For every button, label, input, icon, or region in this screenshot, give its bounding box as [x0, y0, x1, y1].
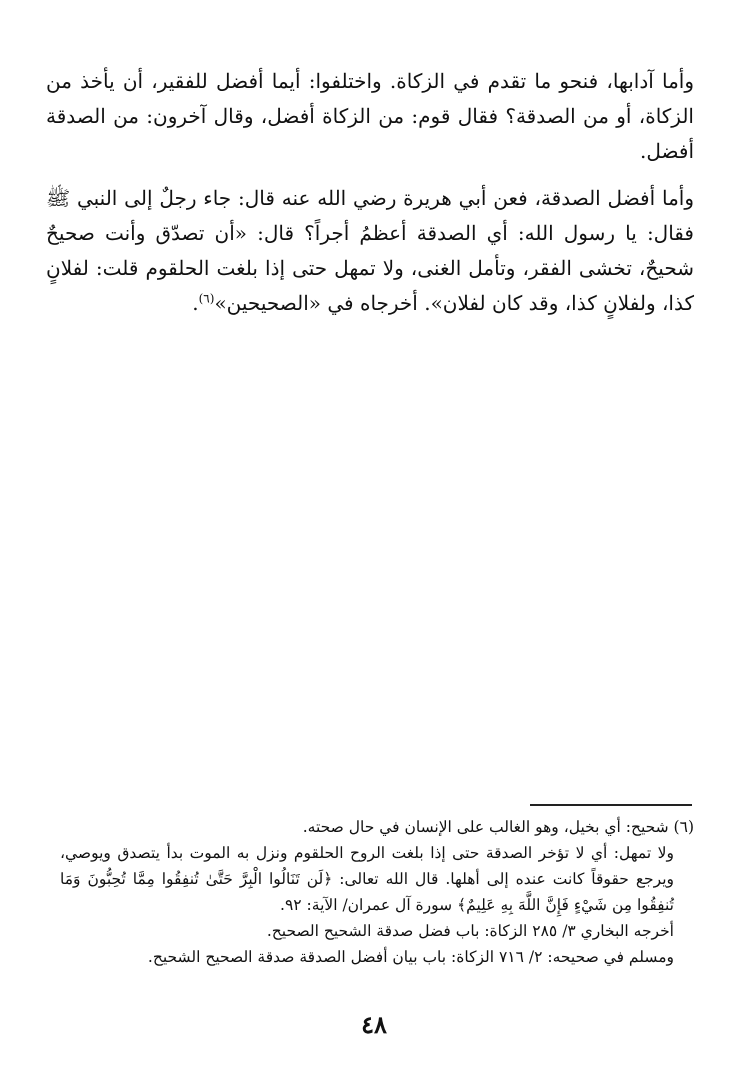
footnote-shahih: (٦) شحيح: أي بخيل، وهو الغالب على الإنسان في حال صحته.	[302, 818, 694, 836]
paragraph-end-mark: .	[192, 291, 199, 315]
main-text	[46, 64, 694, 333]
paragraph-best-charity	[46, 181, 694, 321]
paragraph-adab	[46, 64, 694, 169]
footnote-divider	[530, 804, 692, 806]
paragraph-text: وأما أفضل الصدقة، فعن أبي هريرة رضي الله عنه قال: جاء رجلٌ إلى النبي ﷺ فقال: يا رسول الله: أي الصدقة أعظمُ أجراً؟ قال: «أن تصدّق وأنت صحيحٌ شحيحٌ، تخشى الفقر، وتأمل الغنى، ولا تمهل حتى إذا بلغت الحلقوم قلت: لفلانٍ كذا، ولفلانٍ كذا، وقد كان لفلان». أخرجاه في «الصحيحين»	[46, 186, 694, 315]
paragraph-text: وأما آدابها، فنحو ما تقدم في الزكاة. واختلفوا: أيما أفضل للفقير، أن يأخذ من الزكاة، أو من الصدقة؟ فقال قوم: من الزكاة أفضل، وقال آخرون: من الصدقة أفضل.	[46, 69, 694, 163]
footnote-bukhari: أخرجه البخاري ٣/ ٢٨٥ الزكاة: باب فضل صدقة الشحيح الصحيح.	[266, 922, 674, 940]
footnote-reference[interactable]: (٦)	[198, 291, 215, 306]
footnotes	[60, 814, 694, 970]
footnote-la-tumhil: ولا تمهل: أي لا تؤخر الصدقة حتى إذا بلغت الروح الحلقوم ونزل به الموت بدأ يتصدق ويوصي، ويرجع حقوقاً كانت عنده إلى أهلها. قال الله تعالى: ﴿لَن تَنَالُوا الْبِرَّ حَتَّىٰ تُنفِقُوا مِمَّا تُحِبُّونَ وَمَا تُنفِقُوا مِن شَيْءٍ فَإِنَّ اللَّهَ بِهِ عَلِيمٌ﴾ سورة آل عمران/ الآية: ٩٢.	[60, 844, 674, 914]
footnote-muslim: ومسلم في صحيحه: ٢/ ٧١٦ الزكاة: باب بيان أفضل الصدقة صدقة الصحيح الشحيح.	[147, 948, 674, 966]
page-number: ٤٨	[361, 1010, 387, 1039]
